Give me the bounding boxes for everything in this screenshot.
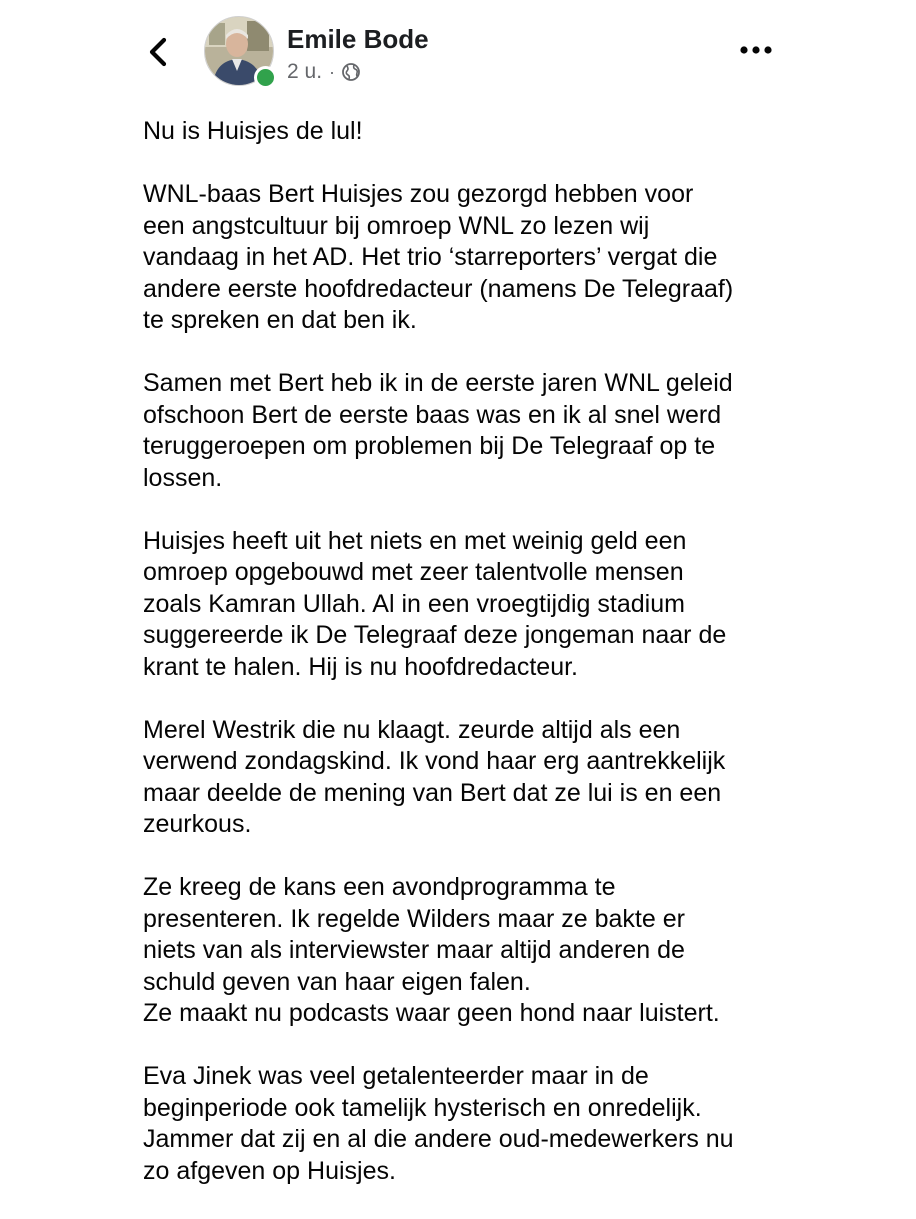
more-options-button[interactable]	[738, 42, 774, 58]
post-paragraph: Ze kreeg de kans een avondprogramma te presenteren. Ik regelde Wilders maar ze bakte er niets van als interviewster maar altijd anderen de schuld geven van haar eigen falen. Ze maakt nu podcasts waar geen hond naar luistert.	[143, 873, 720, 1027]
globe-icon[interactable]	[341, 62, 361, 82]
back-button[interactable]	[142, 34, 178, 70]
post-meta	[287, 60, 361, 84]
post-paragraph: Eva Jinek was veel getalenteerder maar in de beginperiode ook tamelijk hysterisch en onredelijk. Jammer dat zij en al die andere oud-medewerkers nu zo afgeven op Huisjes.	[143, 1062, 734, 1185]
post-header	[0, 0, 916, 100]
chevron-left-icon	[142, 34, 178, 70]
online-status-indicator	[254, 66, 277, 89]
post-paragraph: Merel Westrik die nu klaagt. zeurde altijd als een verwend zondagskind. Ik vond haar erg aantrekkelijk maar deelde de mening van Bert dat ze lui is en een zeurkous.	[143, 715, 726, 838]
post-paragraph: Samen met Bert heb ik in de eerste jaren WNL geleid ofschoon Bert de eerste baas was en ik al snel werd teruggeroepen om problemen bij De Telegraaf op te lossen.	[143, 369, 733, 492]
post-paragraph: Huisjes heeft uit het niets en met weinig geld een omroep opgebouwd met zeer talentvolle mensen zoals Kamran Ullah. Al in een vroegtijdig stadium suggereerde ik De Telegraaf deze jongeman naar de krant te halen. Hij is nu hoofdredacteur.	[143, 526, 727, 681]
author-name[interactable]: Emile Bode	[287, 24, 429, 54]
more-horizontal-icon	[738, 42, 774, 58]
meta-separator: ·	[329, 61, 336, 82]
post-body	[143, 116, 843, 1219]
post-paragraph: Nu is Huisjes de lul!	[143, 117, 363, 145]
post-paragraph: WNL-baas Bert Huisjes zou gezorgd hebben voor een angstcultuur bij omroep WNL zo lezen wij vandaag in het AD. Het trio ‘starreporters’ vergat die andere eerste hoofdredacteur (namens De Telegraaf) te spreken en dat ben ik.	[143, 180, 734, 334]
post-timestamp[interactable]: 2 u.	[287, 60, 323, 83]
author-avatar[interactable]	[204, 16, 274, 86]
